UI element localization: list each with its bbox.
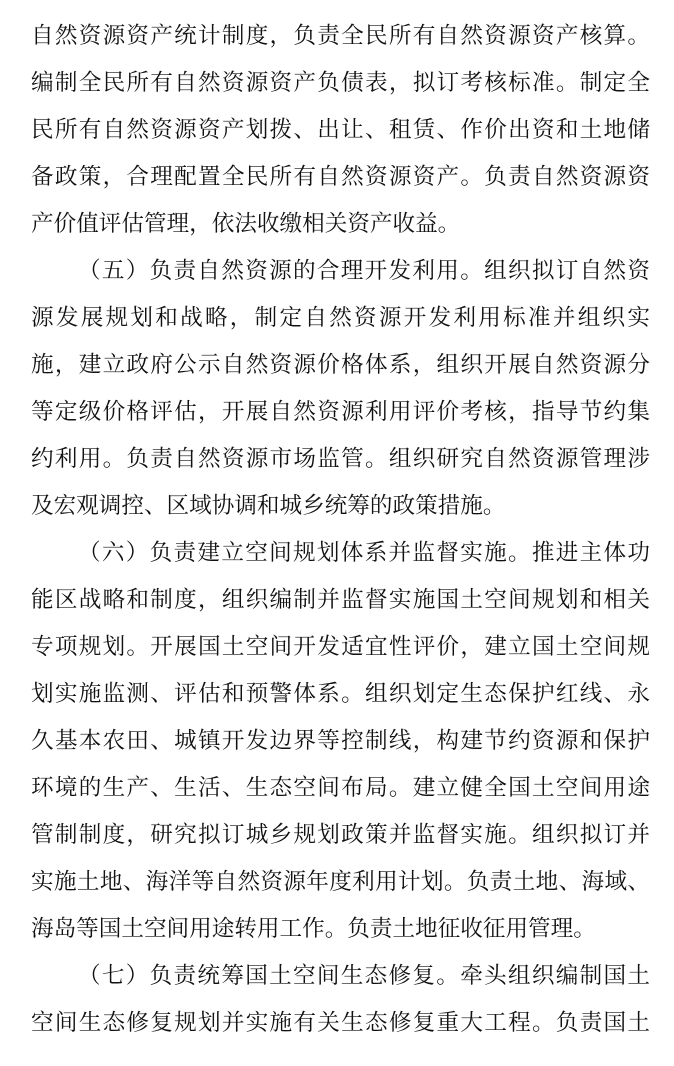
text-line: 久基本农田、城镇开发边界等控制线，构建节约资源和保护 <box>31 728 650 754</box>
text-line: 等定级价格评估，开展自然资源利用评价考核，指导节约集 <box>31 399 650 425</box>
text-line: 环境的生产、生活、生态空间布局。建立健全国土空间用途 <box>31 775 650 801</box>
text-line: 能区战略和制度，组织编制并监督实施国土空间规划和相关 <box>31 587 650 613</box>
text-line: 及宏观调控、区域协调和城乡统筹的政策措施。 <box>31 493 506 519</box>
text-line: 管制制度，研究拟订城乡规划政策并监督实施。组织拟订并 <box>31 822 650 848</box>
paragraph-heading-line: （七）负责统筹国土空间生态修复。牵头组织编制国土 <box>78 963 650 989</box>
text-line: 产价值评估管理，依法收缴相关资产收益。 <box>31 211 461 237</box>
text-line: 自然资源资产统计制度，负责全民所有自然资源资产核算。 <box>31 23 650 49</box>
text-line: 海岛等国土空间用途转用工作。负责土地征收征用管理。 <box>31 916 596 942</box>
text-line: 空间生态修复规划并实施有关生态修复重大工程。负责国土 <box>31 1010 650 1036</box>
text-line: 民所有自然资源资产划拨、出让、租赁、作价出资和土地储 <box>31 117 650 143</box>
text-line: 实施土地、海洋等自然资源年度利用计划。负责土地、海域、 <box>31 869 650 895</box>
text-line: 源发展规划和战略，制定自然资源开发利用标准并组织实 <box>31 305 650 331</box>
paragraph-heading-line: （五）负责自然资源的合理开发利用。组织拟订自然资 <box>78 258 650 284</box>
text-line: 编制全民所有自然资源资产负债表，拟订考核标准。制定全 <box>31 70 650 96</box>
text-line: 约利用。负责自然资源市场监管。组织研究自然资源管理涉 <box>31 446 650 472</box>
text-line: 施，建立政府公示自然资源价格体系，组织开展自然资源分 <box>31 352 650 378</box>
text-line: 备政策，合理配置全民所有自然资源资产。负责自然资源资 <box>31 164 650 190</box>
paragraph-heading-line: （六）负责建立空间规划体系并监督实施。推进主体功 <box>78 540 650 566</box>
text-line: 划实施监测、评估和预警体系。组织划定生态保护红线、永 <box>31 681 650 707</box>
text-line: 专项规划。开展国土空间开发适宜性评价，建立国土空间规 <box>31 634 650 660</box>
